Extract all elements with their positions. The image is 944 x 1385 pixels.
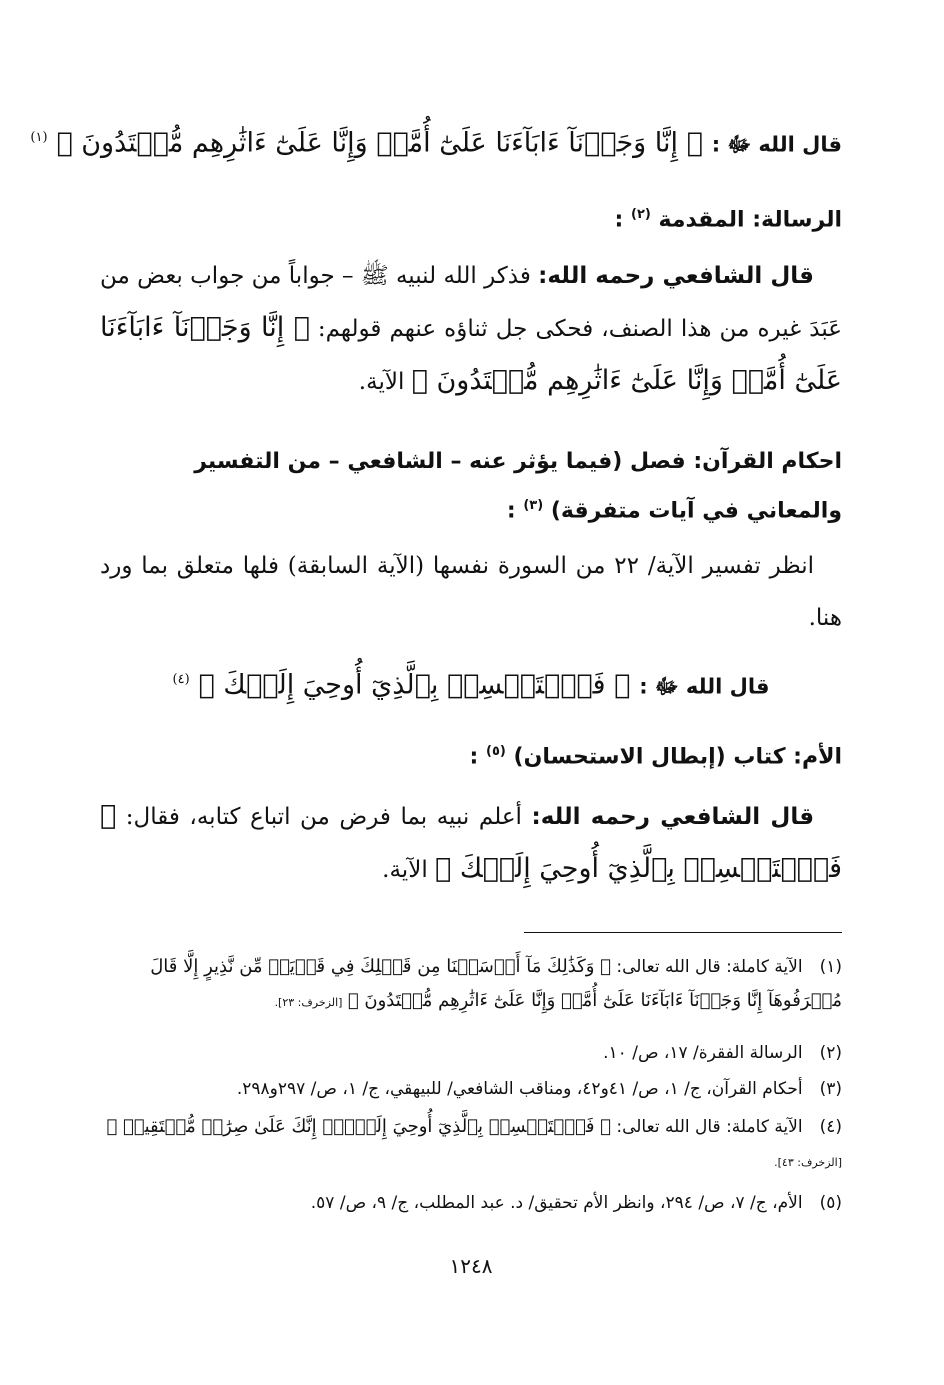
footnote-ref: (٤) — [172, 672, 190, 687]
quran-verse: ﴿ فَٱسۡتَمۡسِكۡ بِٱلَّذِيٓ أُوحِيَ إِلَيۡكَ ﴾ — [100, 800, 842, 884]
page-number: ١٢٤٨ — [449, 1254, 493, 1278]
verse-intro: قال الله ﷻ : — [639, 674, 770, 699]
verse-heading-2 — [100, 660, 842, 706]
footnote-number: (١) — [819, 957, 842, 977]
footnote-ref: (٢) — [630, 207, 651, 222]
footnote-text: الأم، ج/ ٧، ص/ ٢٩٤، وانظر الأم تحقيق/ د. عبد المطلب، ج/ ٩، ص/ ٥٧. — [310, 1193, 803, 1213]
footnote-text: أحكام القرآن، ج/ ١، ص/ ٤١و٤٢، ومناقب الشافعي/ للبيهقي، ج/ ١، ص/ ٢٩٧و٢٩٨. — [236, 1079, 803, 1099]
footnote-number: (٣) — [819, 1079, 842, 1099]
heading-text: الرسالة: المقدمة — [658, 207, 842, 233]
surah-reference: [الزخرف: ٢٣]. — [274, 996, 343, 1009]
paragraph-text: انظر تفسير الآية/ ٢٢ من السورة نفسها (الآية السابقة) فلها متعلق بما ورد هنا. — [100, 553, 842, 631]
footnote-number: (٤) — [819, 1117, 842, 1137]
footnote-4 — [100, 1110, 842, 1180]
footnote-2 — [100, 1036, 842, 1070]
heading-text: احكام القرآن: فصل (فيما يؤثر عنه – الشافعي – من التفسير والمعاني في آيات متفرقة) — [194, 449, 842, 524]
commentary-paragraph-3 — [100, 790, 842, 896]
verse-intro: قال الله ﷻ : — [711, 132, 842, 157]
quran-verse: ﴿ فَٱسۡتَمۡسِكۡ بِٱلَّذِيٓ أُوحِيَ إِلَيۡكَ ﴾ — [198, 669, 631, 701]
footnote-text: الرسالة الفقرة/ ١٧، ص/ ١٠. — [603, 1043, 803, 1063]
heading-text: الأم: كتاب (إبطال الاستحسان) — [513, 744, 842, 770]
footnote-separator — [524, 932, 842, 933]
footnote-ref: (١) — [30, 130, 48, 145]
surah-reference: [الزخرف: ٤٣]. — [774, 1156, 842, 1169]
verse-heading-1 — [30, 118, 842, 164]
heading-colon: : — [506, 498, 516, 524]
source-heading-3 — [100, 735, 842, 774]
source-heading-1 — [100, 198, 842, 237]
footnote-text: الآية كاملة: قال الله تعالى: — [616, 1117, 803, 1137]
footnote-number: (٥) — [819, 1193, 842, 1213]
footnote-ref: (٣) — [523, 498, 544, 513]
quran-verse: ﴿ وَكَذَٰلِكَ مَآ أَرۡسَلۡنَا مِن قَبۡلِكَ فِي قَرۡيَةٖ مِّن نَّذِيرٍ إِلَّا قَالَ مُتۡرَفُوهَآ إِنَّا وَجَدۡنَآ ءَابَآءَنَا عَلَىٰٓ أُمَّةٖ وَإِنَّا عَلَىٰٓ ءَاثَٰرِهِم مُّقۡتَدُونَ ﴾ — [150, 956, 842, 1011]
footnote-text: الآية كاملة: قال الله تعالى: — [616, 957, 803, 977]
footnote-ref: (٥) — [486, 744, 506, 759]
quran-verse: ﴿ إِنَّا وَجَدۡنَآ ءَابَآءَنَا عَلَىٰٓ أُمَّةٖ وَإِنَّا عَلَىٰٓ ءَاثَٰرِهِم مُّقۡتَدُونَ ﴾ — [100, 312, 842, 396]
commentary-paragraph-2 — [100, 540, 842, 644]
footnote-5 — [100, 1186, 842, 1220]
paragraph-lead: قال الشافعي رحمه الله: — [531, 804, 815, 830]
heading-colon: : — [469, 744, 479, 770]
heading-colon: : — [614, 207, 624, 233]
paragraph-lead: قال الشافعي رحمه الله: — [538, 263, 814, 289]
source-heading-2 — [100, 440, 842, 533]
commentary-paragraph-1 — [100, 250, 842, 408]
paragraph-tail: الآية. — [382, 857, 428, 883]
paragraph-text: أعلم نبيه بما فرض من اتباع كتابه، فقال: — [125, 804, 522, 830]
paragraph-tail: الآية. — [358, 369, 405, 395]
footnote-number: (٢) — [819, 1043, 842, 1063]
quran-verse: ﴿ فَٱسۡتَمۡسِكۡ بِٱلَّذِيٓ أُوحِيَ إِلَيۡكَۖ إِنَّكَ عَلَىٰ صِرَٰطٖ مُّسۡتَقِيمٖ ﴾ — [106, 1116, 611, 1137]
footnote-3 — [100, 1072, 842, 1106]
paragraph-text: فذكر الله لنبيه ﷺ – جواباً من جواب بعض من عَبَدَ غيره من هذا الصنف، فحكى جل ثناؤه عنهم قولهم: — [100, 263, 843, 342]
document-page — [30, 0, 843, 1385]
quran-verse: ﴿ إِنَّا وَجَدۡنَآ ءَابَآءَنَا عَلَىٰٓ أُمَّةٖ وَإِنَّا عَلَىٰٓ ءَاثَٰرِهِم مُّقۡتَدُونَ ﴾ — [56, 127, 703, 159]
footnote-1 — [100, 950, 842, 1020]
